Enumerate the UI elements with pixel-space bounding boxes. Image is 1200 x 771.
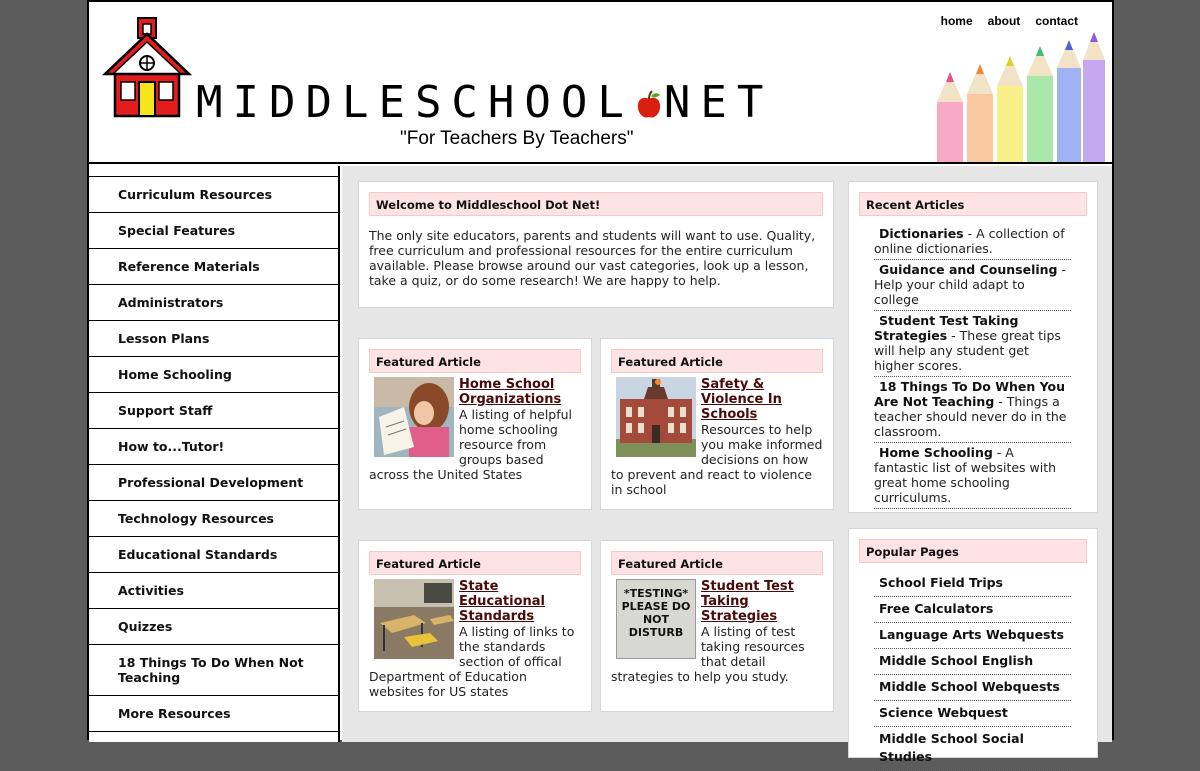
recent-article-desc: - These great tips will help any student get higher scores. bbox=[874, 328, 1061, 373]
recent-article-item[interactable] bbox=[874, 260, 1071, 311]
school-building-image[interactable] bbox=[616, 377, 696, 457]
sidebar-item-technology-resources[interactable]: Technology Resources bbox=[89, 501, 338, 537]
recent-article-item[interactable] bbox=[874, 311, 1071, 377]
recent-articles-box bbox=[848, 181, 1098, 513]
popular-pages-list bbox=[859, 571, 1087, 771]
featured-article-heading: Featured Article bbox=[369, 551, 581, 575]
sidebar-item-educational-standards[interactable]: Educational Standards bbox=[89, 537, 338, 573]
testing-sign-image[interactable] bbox=[616, 579, 696, 659]
featured-article-card bbox=[358, 338, 592, 510]
sidebar-item-administrators[interactable]: Administrators bbox=[89, 285, 338, 321]
logo-text-left: MIDDLESCHOOL bbox=[196, 77, 634, 128]
site-logo-text[interactable] bbox=[196, 77, 773, 128]
featured-article-card bbox=[600, 338, 834, 510]
recent-articles-heading: Recent Articles bbox=[859, 192, 1087, 216]
recent-article-desc: - Help your child adapt to college bbox=[874, 262, 1066, 307]
recent-articles-list bbox=[859, 224, 1087, 509]
sidebar-item-special-features[interactable]: Special Features bbox=[89, 213, 338, 249]
top-nav bbox=[941, 14, 1078, 28]
welcome-box bbox=[358, 181, 834, 308]
popular-page-link[interactable]: Free Calculators bbox=[874, 597, 1071, 623]
schoolhouse-logo-icon[interactable] bbox=[103, 16, 191, 120]
sidebar-item-lesson-plans[interactable]: Lesson Plans bbox=[89, 321, 338, 357]
recent-article-item[interactable] bbox=[874, 443, 1071, 509]
sidebar-item-quizzes[interactable]: Quizzes bbox=[89, 609, 338, 645]
recent-article-item[interactable] bbox=[874, 224, 1071, 260]
featured-article-body bbox=[369, 579, 581, 699]
featured-article-text: A listing of links to the standards section of offical Department of Education websites for US states bbox=[369, 624, 575, 699]
recent-article-title[interactable]: Dictionaries bbox=[879, 226, 964, 241]
featured-article-title-link[interactable]: Home School Organizations bbox=[459, 377, 562, 407]
popular-page-link[interactable]: Middle School English bbox=[874, 649, 1071, 675]
colored-pencils-icon bbox=[933, 30, 1105, 162]
sidebar-item-more-resources[interactable]: More Resources bbox=[89, 696, 338, 732]
featured-article-card bbox=[358, 540, 592, 712]
classroom-desks-image[interactable] bbox=[374, 579, 454, 659]
featured-article-heading: Featured Article bbox=[611, 551, 823, 575]
sidebar-item-reference-materials[interactable]: Reference Materials bbox=[89, 249, 338, 285]
recent-article-desc: - Things a teacher should never do in the classroom. bbox=[874, 394, 1067, 439]
recent-article-desc: - A collection of online dictionaries. bbox=[874, 226, 1065, 256]
popular-page-link[interactable]: Language Arts Webquests bbox=[874, 623, 1071, 649]
sidebar-item-professional-development[interactable]: Professional Development bbox=[89, 465, 338, 501]
main-content bbox=[342, 166, 1112, 764]
featured-article-card bbox=[600, 540, 834, 712]
popular-pages-box bbox=[848, 528, 1098, 764]
sidebar-item-how-to-tutor[interactable]: How to...Tutor! bbox=[89, 429, 338, 465]
sidebar-item-support-staff[interactable]: Support Staff bbox=[89, 393, 338, 429]
recent-article-title[interactable]: Guidance and Counseling bbox=[879, 262, 1058, 277]
nav-about-link[interactable]: about bbox=[987, 14, 1021, 28]
featured-article-heading: Featured Article bbox=[611, 349, 823, 373]
nav-contact-link[interactable]: contact bbox=[1035, 14, 1078, 28]
featured-article-heading: Featured Article bbox=[369, 349, 581, 373]
featured-article-title-link[interactable]: Student Test Taking Strategies bbox=[701, 579, 794, 624]
featured-article-title-link[interactable]: Safety & Violence In Schools bbox=[701, 377, 782, 422]
welcome-text: The only site educators, parents and students will want to use. Quality, free curriculum and professional resources for the entire curriculum available. Please browse around our vast categories, look up a lesson, take a quiz, or do some research! We are happy to help. bbox=[369, 228, 816, 288]
recent-article-title[interactable]: Home Schooling bbox=[879, 445, 993, 460]
popular-page-link[interactable]: Science Webquest bbox=[874, 701, 1071, 727]
page-wrapper bbox=[87, 0, 1114, 764]
recent-article-title[interactable]: 18 Things To Do When You Are Not Teaching bbox=[874, 379, 1066, 409]
sidebar-item-18-things[interactable]: 18 Things To Do When Not Teaching bbox=[89, 645, 338, 696]
sidebar-item-activities[interactable]: Activities bbox=[89, 573, 338, 609]
popular-page-link[interactable]: Middle School Webquests bbox=[874, 675, 1071, 701]
sidebar-item-home-schooling[interactable]: Home Schooling bbox=[89, 357, 338, 393]
featured-article-text: A listing of test taking resources that detail strategies to help you study. bbox=[611, 624, 805, 684]
recent-article-title[interactable]: Student Test Taking Strategies bbox=[874, 313, 1019, 343]
logo-text-right: NET bbox=[663, 77, 774, 128]
recent-article-item[interactable] bbox=[874, 377, 1071, 443]
popular-page-link[interactable]: School Field Trips bbox=[874, 571, 1071, 597]
apple-icon bbox=[636, 90, 662, 120]
popular-pages-heading: Popular Pages bbox=[859, 539, 1087, 563]
featured-article-title-link[interactable]: State Educational Standards bbox=[459, 579, 546, 624]
recent-article-desc: - A fantastic list of websites with great home schooling curriculums. bbox=[874, 445, 1057, 505]
nav-home-link[interactable]: home bbox=[940, 14, 973, 28]
welcome-heading: Welcome to Middleschool Dot Net! bbox=[369, 192, 823, 216]
featured-article-text: A listing of helpful home schooling resource from groups based across the United States bbox=[369, 407, 573, 482]
sidebar-item-curriculum-resources[interactable]: Curriculum Resources bbox=[89, 176, 338, 213]
featured-article-text: Resources to help you make informed decisions on how to prevent and react to violence in school bbox=[611, 422, 823, 497]
featured-article-body bbox=[611, 579, 823, 684]
featured-article-body bbox=[369, 377, 581, 482]
site-tagline: "For Teachers By Teachers" bbox=[400, 128, 634, 149]
featured-article-body bbox=[611, 377, 823, 497]
sidebar-nav bbox=[89, 166, 340, 742]
testing-sign-text: *TESTING* PLEASE DO NOT DISTURB bbox=[621, 587, 691, 639]
site-header bbox=[89, 2, 1112, 164]
popular-page-link[interactable]: Middle School Social Studies bbox=[874, 727, 1071, 771]
girl-reading-image[interactable] bbox=[374, 377, 454, 457]
